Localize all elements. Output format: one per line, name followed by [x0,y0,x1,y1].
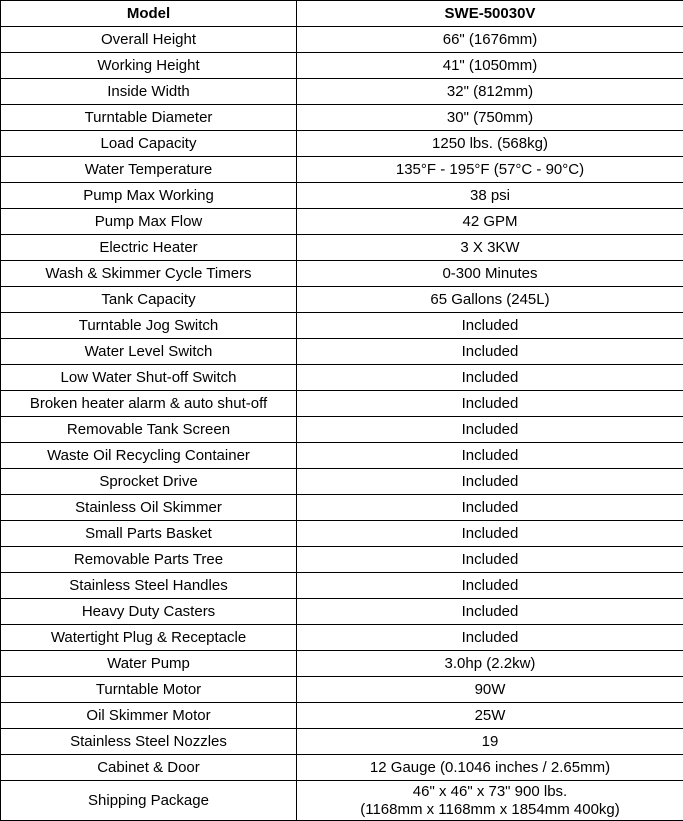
spec-value: 41" (1050mm) [297,53,683,79]
spec-value: Included [297,339,683,365]
spec-label: Load Capacity [1,131,297,157]
spec-value: 1250 lbs. (568kg) [297,131,683,157]
table-row [1,469,683,495]
spec-label: Stainless Steel Handles [1,573,297,599]
table-row [1,417,683,443]
spec-label: Watertight Plug & Receptacle [1,625,297,651]
table-row [1,131,683,157]
table-row [1,573,683,599]
spec-table-body [1,27,683,781]
spec-value: 65 Gallons (245L) [297,287,683,313]
spec-value: Included [297,547,683,573]
table-row [1,313,683,339]
table-row [1,183,683,209]
table-row [1,755,683,781]
spec-value: 3 X 3KW [297,235,683,261]
spec-label: Electric Heater [1,235,297,261]
table-row [1,495,683,521]
table-row [1,651,683,677]
table-row-shipping [1,781,683,821]
table-row [1,547,683,573]
spec-label: Small Parts Basket [1,521,297,547]
header-model-number: SWE-50030V [297,1,683,27]
spec-label: Water Level Switch [1,339,297,365]
spec-value: 66" (1676mm) [297,27,683,53]
spec-label: Inside Width [1,79,297,105]
spec-value: Included [297,391,683,417]
table-row [1,391,683,417]
table-row [1,287,683,313]
spec-label: Tank Capacity [1,287,297,313]
spec-value: Included [297,417,683,443]
spec-label: Overall Height [1,27,297,53]
table-row [1,209,683,235]
spec-value: 12 Gauge (0.1046 inches / 2.65mm) [297,755,683,781]
spec-label: Shipping Package [1,781,297,821]
spec-label: Waste Oil Recycling Container [1,443,297,469]
spec-label: Oil Skimmer Motor [1,703,297,729]
spec-label: Broken heater alarm & auto shut-off [1,391,297,417]
spec-value: Included [297,495,683,521]
spec-value: 38 psi [297,183,683,209]
table-row [1,235,683,261]
table-row [1,677,683,703]
spec-label: Cabinet & Door [1,755,297,781]
spec-value: 30" (750mm) [297,105,683,131]
table-row [1,261,683,287]
spec-value: Included [297,521,683,547]
table-row [1,443,683,469]
table-row [1,599,683,625]
table-row [1,625,683,651]
spec-value: Included [297,469,683,495]
spec-value: Included [297,365,683,391]
spec-label: Water Temperature [1,157,297,183]
spec-value: 135°F - 195°F (57°C - 90°C) [297,157,683,183]
table-row [1,339,683,365]
spec-value: Included [297,443,683,469]
spec-value: 90W [297,677,683,703]
spec-label: Stainless Oil Skimmer [1,495,297,521]
spec-label: Low Water Shut-off Switch [1,365,297,391]
spec-label: Removable Parts Tree [1,547,297,573]
spec-value-line: (1168mm x 1168mm x 1854mm 400kg) [360,800,620,818]
spec-label: Turntable Motor [1,677,297,703]
spec-value: Included [297,625,683,651]
spec-value: 3.0hp (2.2kw) [297,651,683,677]
spec-label: Pump Max Working [1,183,297,209]
spec-label: Heavy Duty Casters [1,599,297,625]
table-row [1,703,683,729]
spec-label: Stainless Steel Nozzles [1,729,297,755]
spec-value: 25W [297,703,683,729]
table-row [1,157,683,183]
table-row [1,521,683,547]
spec-label: Pump Max Flow [1,209,297,235]
table-row [1,729,683,755]
spec-label: Sprocket Drive [1,469,297,495]
header-model: Model [1,1,297,27]
spec-label: Turntable Jog Switch [1,313,297,339]
spec-value-line: 46" x 46" x 73" 900 lbs. [412,782,568,800]
spec-label: Water Pump [1,651,297,677]
spec-value: 0-300 Minutes [297,261,683,287]
spec-label: Removable Tank Screen [1,417,297,443]
table-row [1,79,683,105]
spec-value: 19 [297,729,683,755]
table-header-row [1,1,683,27]
spec-value [297,781,683,821]
spec-value: Included [297,313,683,339]
spec-value: Included [297,599,683,625]
spec-label: Turntable Diameter [1,105,297,131]
table-row [1,53,683,79]
spec-value: 32" (812mm) [297,79,683,105]
spec-label: Working Height [1,53,297,79]
spec-value: 42 GPM [297,209,683,235]
spec-label: Wash & Skimmer Cycle Timers [1,261,297,287]
table-row [1,365,683,391]
table-row [1,27,683,53]
table-row [1,105,683,131]
spec-value: Included [297,573,683,599]
